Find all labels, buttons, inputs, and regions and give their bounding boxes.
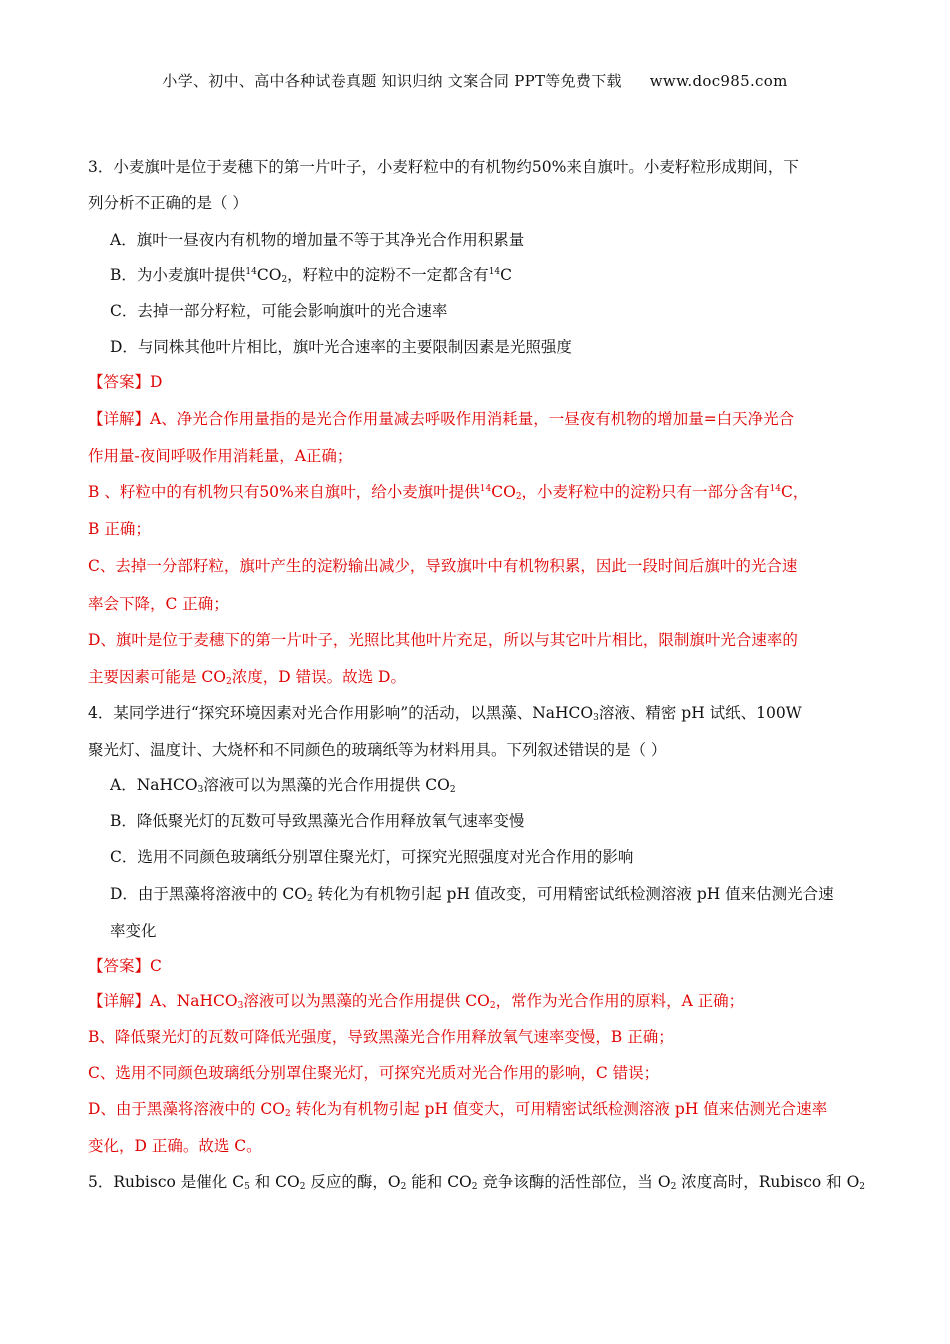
- q5-stem-sub: 2: [670, 1182, 677, 1192]
- q4-option-a-sub: 2: [449, 785, 456, 795]
- q4-option-d-line-1: [110, 884, 834, 904]
- q3-option-b-part: B．为小麦旗叶提供: [110, 266, 246, 284]
- q4-explanation-sub: 2: [284, 1109, 291, 1119]
- q3-explanation-part: C，: [781, 483, 809, 501]
- q3-explanation-line-1: 【详解】A、净光合作用量指的是光合作用量减去呼吸作用消耗量，一昼夜有机物的增加量=白天净光合: [88, 410, 795, 428]
- q4-explanation-sub: 3: [237, 1001, 244, 1011]
- q3-option-c: C．去掉一部分籽粒，可能会影响旗叶的光合速率: [110, 302, 448, 320]
- q4-option-a: [110, 775, 456, 795]
- page-header: [0, 70, 950, 91]
- q3-explanation-sup: 14: [479, 484, 492, 494]
- header-text: 小学、初中、高中各种试卷真题 知识归纳 文案合同 PPT等免费下载: [162, 72, 622, 90]
- q4-explanation-part: 【详解】A、NaHCO: [88, 992, 238, 1010]
- q5-stem-sub: 5: [244, 1182, 250, 1192]
- q3-explanation-sub: 2: [515, 492, 522, 502]
- q3-option-d: D．与同株其他叶片相比，旗叶光合速率的主要限制因素是光照强度: [110, 338, 572, 356]
- q4-explanation-part: 溶液可以为黑藻的光合作用提供 CO: [243, 992, 490, 1010]
- q3-option-b-part: ，籽粒中的淀粉不一定都含有: [287, 266, 489, 284]
- q4-option-d-sub: 2: [306, 894, 313, 904]
- q3-stem-line-2: 列分析不正确的是（ ）: [88, 194, 248, 212]
- q4-stem-sub: 3: [593, 713, 599, 723]
- q3-option-b-sup: 14: [488, 267, 501, 277]
- q3-explanation-sup: 14: [769, 484, 782, 494]
- q3-option-b-sup: 14: [245, 267, 257, 277]
- q5-stem-sub: 2: [471, 1182, 478, 1192]
- q4-explanation-line-2: B、降低聚光灯的瓦数可降低光强度，导致黑藻光合作用释放氧气速率变慢，B 正确；: [88, 1028, 674, 1046]
- q3-explanation-line-3: [88, 482, 808, 502]
- q3-explanation-line-6: 率会下降，C 正确；: [88, 595, 229, 613]
- q3-explanation-line-4: B 正确；: [88, 520, 151, 538]
- q5-stem-line-1: [88, 1172, 865, 1192]
- q4-option-d-line-2: 率变化: [110, 922, 157, 940]
- q3-option-b-part: CO: [256, 266, 282, 284]
- q4-answer: 【答案】C: [88, 957, 162, 975]
- q3-option-a: A．旗叶一昼夜内有机物的增加量不等于其净光合作用积累量: [110, 231, 525, 249]
- q3-explanation-line-8: [88, 667, 406, 687]
- header-url[interactable]: www.doc985.com: [649, 72, 788, 90]
- q4-explanation-part: 转化为有机物引起 pH 值变大，可用精密试纸检测溶液 pH 值来估测光合速率: [290, 1100, 828, 1118]
- q5-stem-sub: 2: [299, 1182, 306, 1192]
- q4-option-c: C．选用不同颜色玻璃纸分别罩住聚光灯，可探究光照强度对光合作用的影响: [110, 848, 634, 866]
- q4-explanation-part: D、由于黑藻将溶液中的 CO: [88, 1100, 285, 1118]
- q5-stem-sub: 2: [400, 1182, 407, 1192]
- q5-stem-part: 竞争该酶的活性部位，当 O: [477, 1173, 671, 1191]
- q4-explanation-line-4: [88, 1099, 827, 1119]
- q3-explanation-line-2: 作用量-夜间呼吸作用消耗量，A正确；: [88, 447, 353, 465]
- q4-option-d-part: 转化为有机物引起 pH 值改变，可用精密试纸检测溶液 pH 值来估测光合速: [312, 885, 834, 903]
- q3-option-b-sub: 2: [281, 275, 288, 285]
- q4-explanation-line-1: [88, 991, 744, 1011]
- q4-explanation-part: ，常作为光合作用的原料，A 正确；: [495, 992, 745, 1010]
- q3-explanation-part: ，小麦籽粒中的淀粉只有一部分含有: [521, 483, 770, 501]
- q4-stem-part: 4．某同学进行“探究环境因素对光合作用影响”的活动，以黑藻、NaHCO: [88, 704, 594, 722]
- q5-stem-part: 5．Rubisco 是催化 C: [88, 1173, 245, 1191]
- q4-explanation-line-3: C、选用不同颜色玻璃纸分别罩住聚光灯，可探究光质对光合作用的影响，C 错误；: [88, 1064, 660, 1082]
- q3-explanation-part: 浓度，D 错误。故选 D。: [231, 668, 406, 686]
- q3-stem-line-1: 3．小麦旗叶是位于麦穗下的第一片叶子，小麦籽粒中的有机物约50%来自旗叶。小麦籽粒形成期间，下: [88, 158, 799, 176]
- q3-explanation-sub: 2: [226, 677, 232, 687]
- q4-option-a-part: A．NaHCO: [110, 776, 198, 794]
- q3-explanation-line-7: D、旗叶是位于麦穗下的第一片叶子，光照比其他叶片充足，所以与其它叶片相比，限制旗叶光合速率的: [88, 631, 798, 649]
- q3-option-b-part: C: [500, 266, 513, 284]
- q4-option-d-part: D．由于黑藻将溶液中的 CO: [110, 885, 307, 903]
- q5-stem-part: 能和 CO: [406, 1173, 472, 1191]
- q5-stem-part: 和 CO: [249, 1173, 300, 1191]
- q4-explanation-sub: 2: [489, 1001, 496, 1011]
- q5-stem-part: 浓度高时，Rubisco 和 O: [676, 1173, 860, 1191]
- q4-stem-line-2: 聚光灯、温度计、大烧杯和不同颜色的玻璃纸等为材料用具。下列叙述错误的是（ ）: [88, 741, 667, 759]
- q4-explanation-line-5: 变化，D 正确。故选 C。: [88, 1137, 262, 1155]
- q5-stem-part: 反应的酶，O: [305, 1173, 401, 1191]
- q4-option-a-sub: 3: [197, 785, 204, 795]
- q3-explanation-part: B 、籽粒中的有机物只有50%来自旗叶，给小麦旗叶提供: [88, 483, 480, 501]
- q5-stem-sub: 2: [859, 1182, 866, 1192]
- q3-explanation-part: 主要因素可能是 CO: [88, 668, 226, 686]
- q4-option-b: B．降低聚光灯的瓦数可导致黑藻光合作用释放氧气速率变慢: [110, 812, 525, 830]
- q3-answer: 【答案】D: [88, 373, 163, 391]
- q3-explanation-line-5: C、去掉一分部籽粒，旗叶产生的淀粉输出减少，导致旗叶中有机物积累，因此一段时间后旗叶的光合速: [88, 557, 798, 575]
- q3-option-b: [110, 265, 512, 285]
- q4-stem-line-1: [88, 703, 802, 723]
- q3-explanation-part: CO: [491, 483, 516, 501]
- q4-stem-part: 溶液、精密 pH 试纸、100W: [598, 704, 802, 722]
- q4-option-a-part: 溶液可以为黑藻的光合作用提供 CO: [203, 776, 450, 794]
